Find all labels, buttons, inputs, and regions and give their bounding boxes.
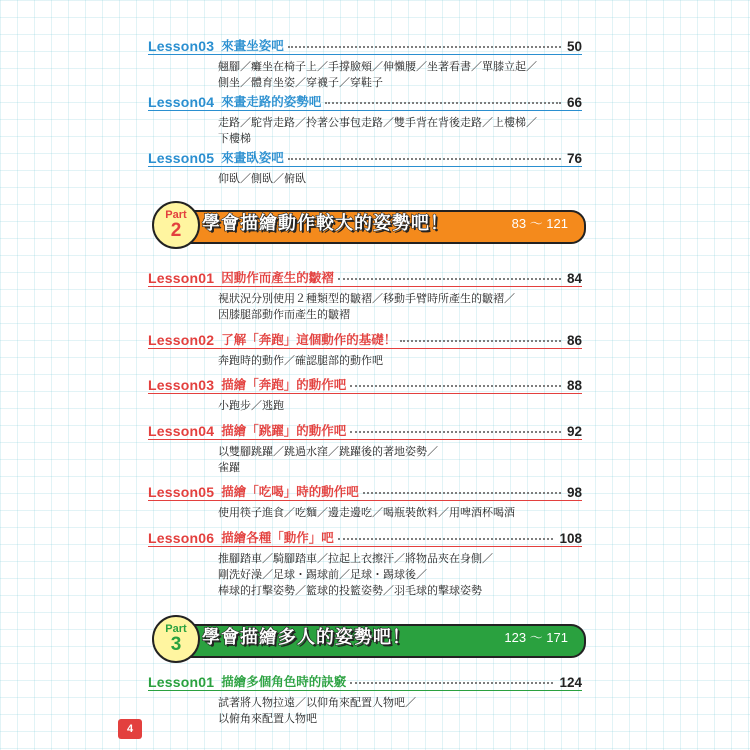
lesson-subtopics bbox=[218, 115, 582, 147]
page-reference: 108 bbox=[559, 531, 582, 546]
lesson-heading bbox=[148, 146, 582, 167]
lesson-heading bbox=[148, 419, 582, 440]
lesson-title: 描繪各種「動作」吧 bbox=[221, 530, 334, 545]
lesson-subtopics bbox=[218, 353, 582, 369]
page-reference: 86 bbox=[566, 333, 582, 348]
page-reference: 50 bbox=[566, 39, 582, 54]
lesson-number: Lesson05 bbox=[148, 150, 215, 166]
subtopic-line: 試著將人物拉遠／以仰角來配置人物吧／ bbox=[218, 696, 416, 709]
dot-leader bbox=[338, 277, 561, 280]
page-reference: 66 bbox=[566, 95, 582, 110]
subtopic-line: 奔跑時的動作／確認腿部的動作吧 bbox=[218, 354, 383, 367]
lesson-subtopics bbox=[218, 59, 582, 91]
lesson-number: Lesson04 bbox=[148, 94, 215, 110]
lesson-subtopics bbox=[218, 695, 582, 727]
lesson-heading bbox=[148, 526, 582, 547]
subtopic-line: 視狀況分別使用２種類型的皺褶／移動手臂時所產生的皺褶／ bbox=[218, 292, 515, 305]
lesson-title: 描繪多個角色時的訣竅 bbox=[221, 674, 347, 689]
lesson-heading bbox=[148, 670, 582, 691]
lesson-title: 來畫臥姿吧 bbox=[221, 150, 284, 165]
dot-leader bbox=[338, 537, 554, 540]
lesson-title: 描繪「奔跑」的動作吧 bbox=[221, 377, 347, 392]
toc-lesson bbox=[148, 526, 582, 599]
subtopic-line: 仰臥／側臥／俯臥 bbox=[218, 172, 306, 185]
part-number: 2 bbox=[170, 220, 182, 241]
lesson-heading bbox=[148, 328, 582, 349]
subtopic-line: 因膝腿部動作而產生的皺褶 bbox=[218, 308, 350, 321]
dot-leader bbox=[288, 157, 561, 160]
lesson-heading bbox=[148, 266, 582, 287]
lesson-title: 來畫走路的姿勢吧 bbox=[221, 94, 322, 109]
lesson-number: Lesson01 bbox=[148, 270, 215, 286]
lesson-number: Lesson03 bbox=[148, 38, 215, 54]
subtopic-line: 棒球的打擊姿勢／籃球的投籃姿勢／羽毛球的擊球姿勢 bbox=[218, 584, 482, 597]
part-page-range: 123 ～ 171 bbox=[504, 630, 568, 645]
part-title: 學會描繪動作較大的姿勢吧！ bbox=[202, 213, 449, 234]
part-badge bbox=[152, 201, 200, 249]
subtopic-line: 走路／駝背走路／拎著公事包走路／雙手背在背後走路／上樓梯／ bbox=[218, 116, 537, 129]
lesson-title: 描繪「吃喝」時的動作吧 bbox=[221, 484, 359, 499]
part-page-range: 83 ～ 121 bbox=[511, 216, 568, 231]
lesson-number: Lesson01 bbox=[148, 674, 215, 690]
toc-lesson bbox=[148, 373, 582, 414]
part-label: Part bbox=[165, 209, 187, 221]
dot-leader bbox=[288, 45, 561, 48]
lesson-number: Lesson02 bbox=[148, 332, 215, 348]
lesson-number: Lesson05 bbox=[148, 484, 215, 500]
lesson-title: 描繪「跳躍」的動作吧 bbox=[221, 423, 347, 438]
subtopic-line: 以雙腳跳躍／跳過水窪／跳躍後的著地姿勢／ bbox=[218, 445, 438, 458]
dot-leader bbox=[325, 101, 561, 104]
subtopic-line: 小跑步／逃跑 bbox=[218, 399, 284, 412]
part-banner bbox=[152, 201, 584, 247]
part-badge bbox=[152, 615, 200, 663]
lesson-subtopics bbox=[218, 551, 582, 599]
page-reference: 98 bbox=[566, 485, 582, 500]
part-number: 3 bbox=[170, 634, 182, 655]
lesson-heading bbox=[148, 480, 582, 501]
lesson-number: Lesson04 bbox=[148, 423, 215, 439]
page-reference: 84 bbox=[566, 271, 582, 286]
dot-leader bbox=[400, 339, 561, 342]
page-reference: 76 bbox=[566, 151, 582, 166]
part-label: Part bbox=[165, 623, 187, 635]
subtopic-line: 雀躍 bbox=[218, 461, 240, 474]
lesson-heading bbox=[148, 90, 582, 111]
lesson-heading bbox=[148, 373, 582, 394]
toc-lesson bbox=[148, 34, 582, 91]
dot-leader bbox=[350, 384, 561, 387]
subtopic-line: 剛洗好澡／足球・踢球前／足球・踢球後／ bbox=[218, 568, 427, 581]
subtopic-line: 側坐／體育坐姿／穿襪子／穿鞋子 bbox=[218, 76, 383, 89]
toc-lesson bbox=[148, 328, 582, 369]
lesson-number: Lesson06 bbox=[148, 530, 215, 546]
subtopic-line: 使用筷子進食／吃麵／邊走邊吃／喝瓶裝飲料／用啤酒杯喝酒 bbox=[218, 506, 515, 519]
lesson-subtopics bbox=[218, 505, 582, 521]
lesson-title: 因動作而產生的皺褶 bbox=[221, 270, 334, 285]
lesson-number: Lesson03 bbox=[148, 377, 215, 393]
lesson-title: 來畫坐姿吧 bbox=[221, 38, 284, 53]
toc-lesson bbox=[148, 419, 582, 476]
dot-leader bbox=[350, 681, 553, 684]
toc-lesson bbox=[148, 146, 582, 187]
dot-leader bbox=[350, 430, 561, 433]
subtopic-line: 推腳踏車／騎腳踏車／拉起上衣擦汗／將物品夾在身側／ bbox=[218, 552, 493, 565]
lesson-subtopics bbox=[218, 398, 582, 414]
page-reference: 92 bbox=[566, 424, 582, 439]
page-number: 4 bbox=[118, 719, 142, 739]
subtopic-line: 翹腳／癱坐在椅子上／手撐臉頰／伸懶腰／坐著看書／單膝立起／ bbox=[218, 60, 537, 73]
lesson-subtopics bbox=[218, 291, 582, 323]
lesson-title: 了解「奔跑」這個動作的基礎！ bbox=[221, 332, 397, 347]
part-banner bbox=[152, 615, 584, 661]
dot-leader bbox=[363, 491, 561, 494]
page-reference: 124 bbox=[559, 675, 582, 690]
toc-lesson bbox=[148, 90, 582, 147]
lesson-heading bbox=[148, 34, 582, 55]
subtopic-line: 下樓梯 bbox=[218, 132, 251, 145]
toc-lesson bbox=[148, 670, 582, 727]
lesson-subtopics bbox=[218, 171, 582, 187]
page-reference: 88 bbox=[566, 378, 582, 393]
toc-lesson bbox=[148, 266, 582, 323]
toc-lesson bbox=[148, 480, 582, 521]
part-title: 學會描繪多人的姿勢吧！ bbox=[202, 627, 411, 648]
lesson-subtopics bbox=[218, 444, 582, 476]
subtopic-line: 以俯角來配置人物吧 bbox=[218, 712, 317, 725]
